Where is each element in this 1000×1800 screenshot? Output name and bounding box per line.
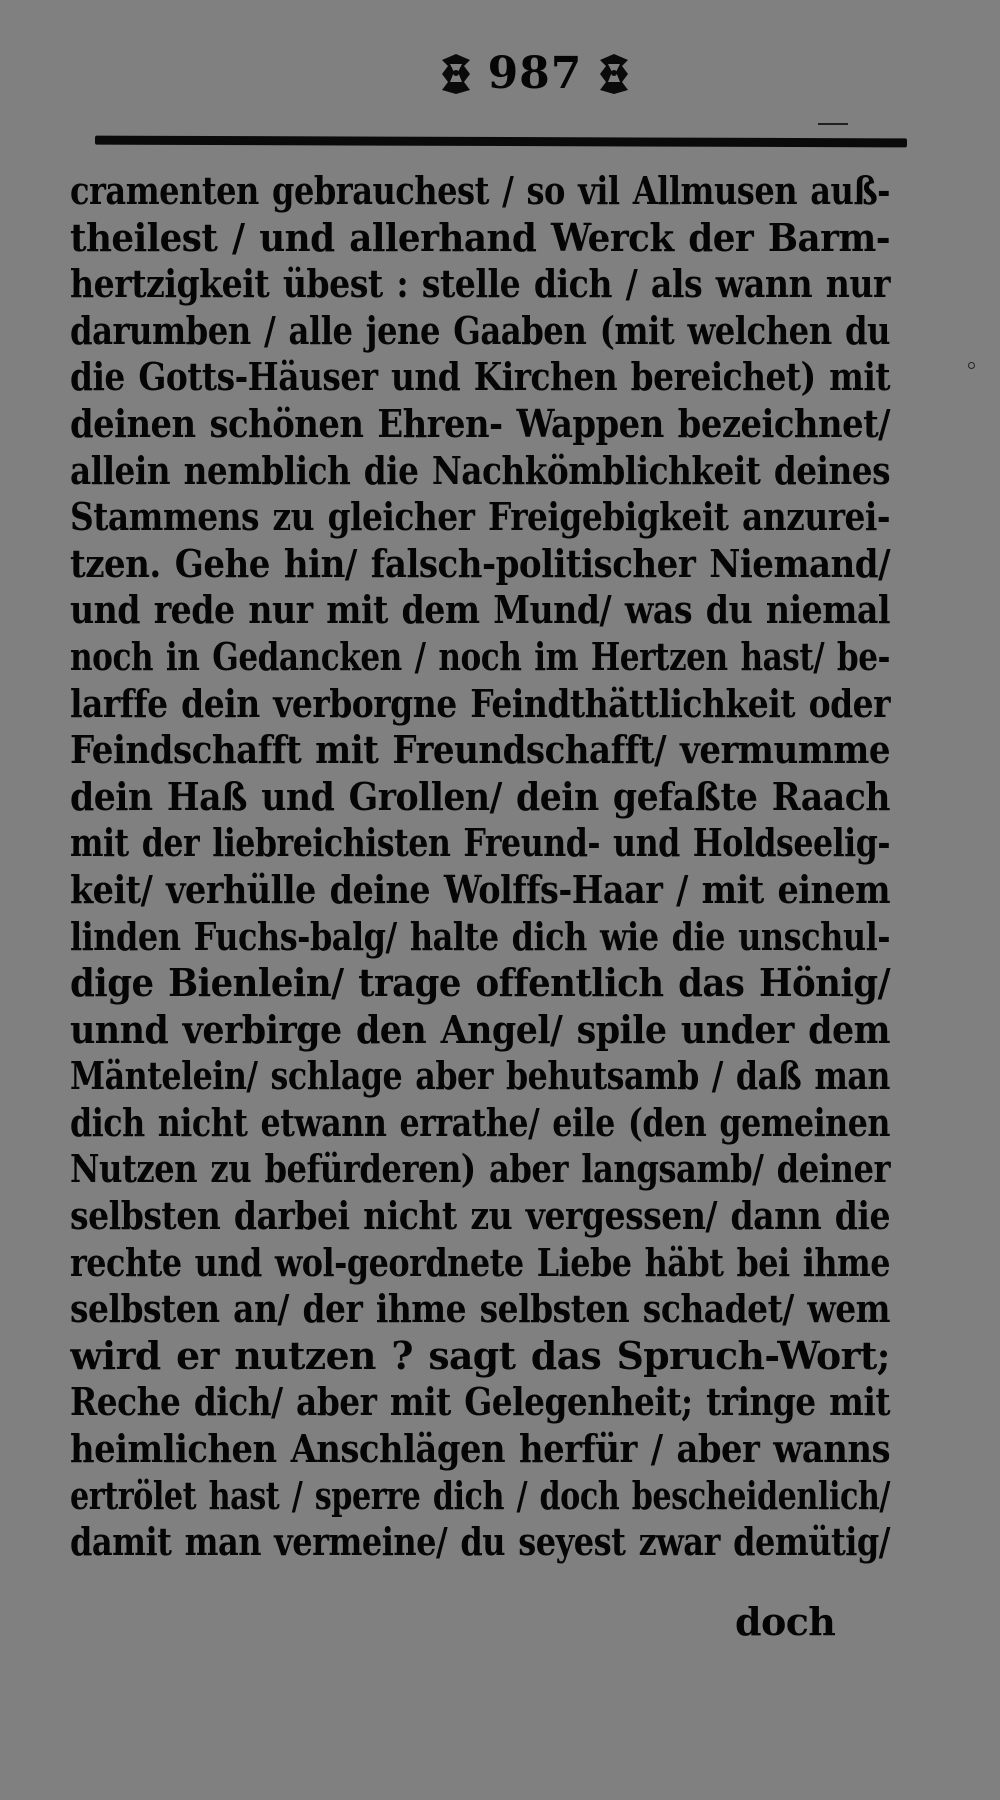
rule-mark [818, 123, 848, 125]
right-fleuron-ornament-icon [596, 52, 632, 96]
left-fleuron-ornament-icon [438, 52, 474, 96]
text-line: ertrölet hast / sperre dich / doch bescheidenlich/ [70, 1472, 890, 1518]
text-line: hertzigkeit übest : stelle dich / als wann nur [70, 261, 890, 307]
text-line: linden Fuchs-balg/ halte dich wie die unschul- [70, 913, 890, 959]
catchword: doch [735, 1599, 836, 1644]
speck-mark [968, 362, 975, 369]
text-line: rechte und wol-geordnete Liebe häbt bei ihme [70, 1239, 890, 1285]
text-line: Reche dich/ aber mit Gelegenheit; tringe mit [70, 1379, 890, 1425]
text-line: keit/ verhülle deine Wolffs-Haar / mit einem [70, 866, 890, 912]
text-line: selbsten darbei nicht zu vergessen/ dann die [70, 1193, 890, 1239]
text-line: unnd verbirge den Angel/ spile under dem [70, 1006, 890, 1052]
header-rule [95, 136, 907, 148]
text-line: Stammens zu gleicher Freigebigkeit anzurei- [70, 494, 890, 540]
text-line: Feindschafft mit Freundschafft/ vermumme [70, 727, 890, 773]
page-number: 987 [487, 48, 583, 99]
text-line: und rede nur mit dem Mund/ was du niemal [70, 587, 890, 633]
text-line: deinen schönen Ehren- Wappen bezeichnet/ [70, 400, 890, 446]
text-line: mit der liebreichisten Freund- und Holdseelig- [70, 820, 890, 866]
text-line: Nutzen zu befürderen) aber langsamb/ deiner [70, 1146, 890, 1192]
text-line: tzen. Gehe hin/ falsch-politischer Niemand/ [70, 540, 890, 586]
text-line: larffe dein verborgne Feindthättlichkeit oder [70, 680, 890, 726]
text-line: Mäntelein/ schlage aber behutsamb / daß man [70, 1053, 890, 1099]
text-line: damit man vermeine/ du seyest zwar demütig/ [70, 1519, 890, 1565]
text-line: darumben / alle jene Gaaben (mit welchen du [70, 307, 890, 353]
text-line: cramenten gebrauchest / so vil Allmusen auß- [70, 168, 890, 213]
text-line: selbsten an/ der ihme selbsten schadet/ wem [70, 1286, 890, 1332]
text-line: allein nemblich die Nachkömblichkeit deines [70, 447, 890, 493]
body-text [70, 168, 910, 1566]
text-line: theilest / und allerhand Werck der Barm- [70, 214, 890, 260]
text-line: dich nicht etwann errathe/ eile (den gemeinen [70, 1099, 890, 1145]
page-header [0, 48, 1000, 122]
text-line: die Gotts-Häuser und Kirchen bereichet) mit [70, 354, 890, 400]
page-header-inner [438, 48, 633, 99]
text-line: dige Bienlein/ trage offentlich das Hönig/ [70, 960, 890, 1006]
text-line: heimlichen Anschlägen herfür / aber wanns [70, 1426, 890, 1472]
text-line: dein Haß und Grollen/ dein gefaßte Raach [70, 773, 890, 819]
text-line: wird er nutzen ? sagt das Spruch-Wort; [70, 1332, 890, 1378]
text-line: noch in Gedancken / noch im Hertzen hast/ be- [70, 633, 890, 679]
